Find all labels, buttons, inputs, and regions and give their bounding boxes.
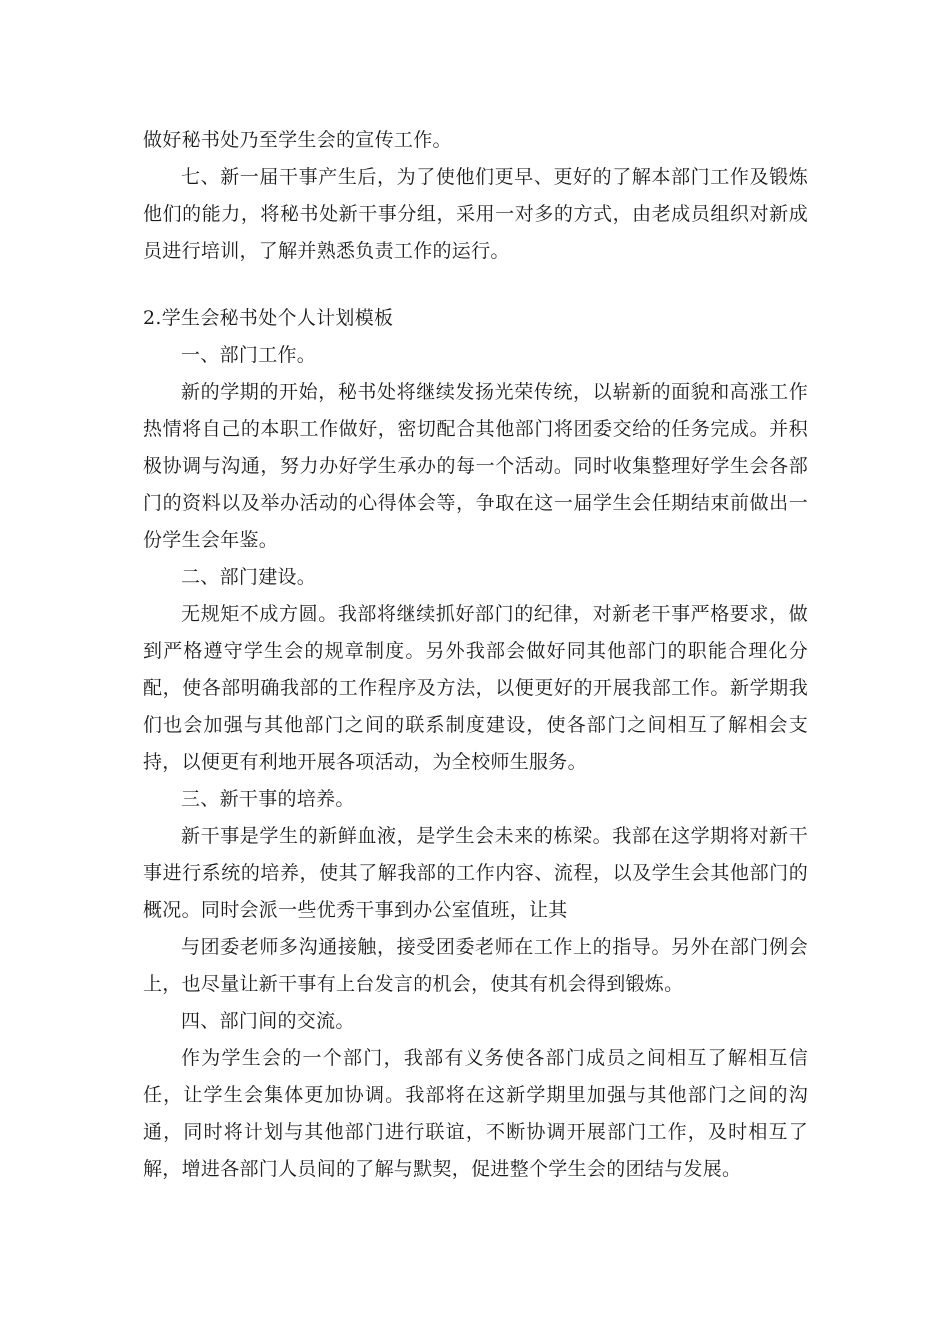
paragraph-dept-building: 无规矩不成方圆。我部将继续抓好部门的纪律，对新老干事严格要求，做到严格遵守学生会的规章制度。另外我部会做好同其他部门的职能合理化分配，使各部明确我部的工作程序及方法，以便更好的开展我部工作。新学期我们也会加强与其他部门之间的联系制度建设，使各部门之间相互了解相会支持，以便更有利地开展各项活动，为全校师生服务。 — [143, 603, 808, 773]
paragraph-dept-work: 新的学期的开始，秘书处将继续发扬光荣传统，以崭新的面貌和高涨工作热情将自己的本职工作做好，密切配合其他部门将团委交给的任务完成。并积极协调与沟通，努力办好学生承办的每一个活动。同时收集整理好学生会各部门的资料以及举办活动的心得体会等，争取在这一届学生会任期结束前做出一份学生会年鉴。 — [143, 381, 808, 551]
heading-dept-work: 一、部门工作。 — [181, 344, 317, 366]
paragraph-inter-dept-exchange: 作为学生会的一个部门，我部有义务使各部门成员之间相互了解相互信任，让学生会集体更加协调。我部将在这新学期里加强与其他部门之间的沟通，同时将计划与其他部门进行联谊，不断协调开展部门工作，及时相互了解，增进各部门人员间的了解与默契，促进整个学生会的团结与发展。 — [143, 1047, 808, 1180]
section-spacer — [143, 270, 808, 300]
section-title: 2.学生会秘书处个人计划模板 — [143, 307, 394, 329]
heading-new-staff-training: 三、新干事的培养。 — [181, 788, 355, 810]
paragraph-continuation: 做好秘书处乃至学生会的宣传工作。 — [143, 129, 452, 151]
heading-dept-building: 二、部门建设。 — [181, 566, 317, 588]
paragraph-item-seven: 七、新一届干事产生后，为了使他们更早、更好的了解本部门工作及锻炼他们的能力，将秘书处新干事分组，采用一对多的方式，由老成员组织对新成员进行培训，了解并熟悉负责工作的运行。 — [143, 166, 808, 262]
document-body — [143, 122, 808, 1188]
paragraph-new-staff-training-a: 新干事是学生的新鲜血液，是学生会未来的栋梁。我部在这学期将对新干事进行系统的培养，使其了解我部的工作内容、流程，以及学生会其他部门的概况。同时会派一些优秀干事到办公室值班，让其 — [143, 825, 808, 921]
paragraph-new-staff-training-b: 与团委老师多沟通接触，接受团委老师在工作上的指导。另外在部门例会上，也尽量让新干事有上台发言的机会，使其有机会得到锻炼。 — [143, 936, 808, 995]
heading-inter-dept-exchange: 四、部门间的交流。 — [181, 1010, 355, 1032]
